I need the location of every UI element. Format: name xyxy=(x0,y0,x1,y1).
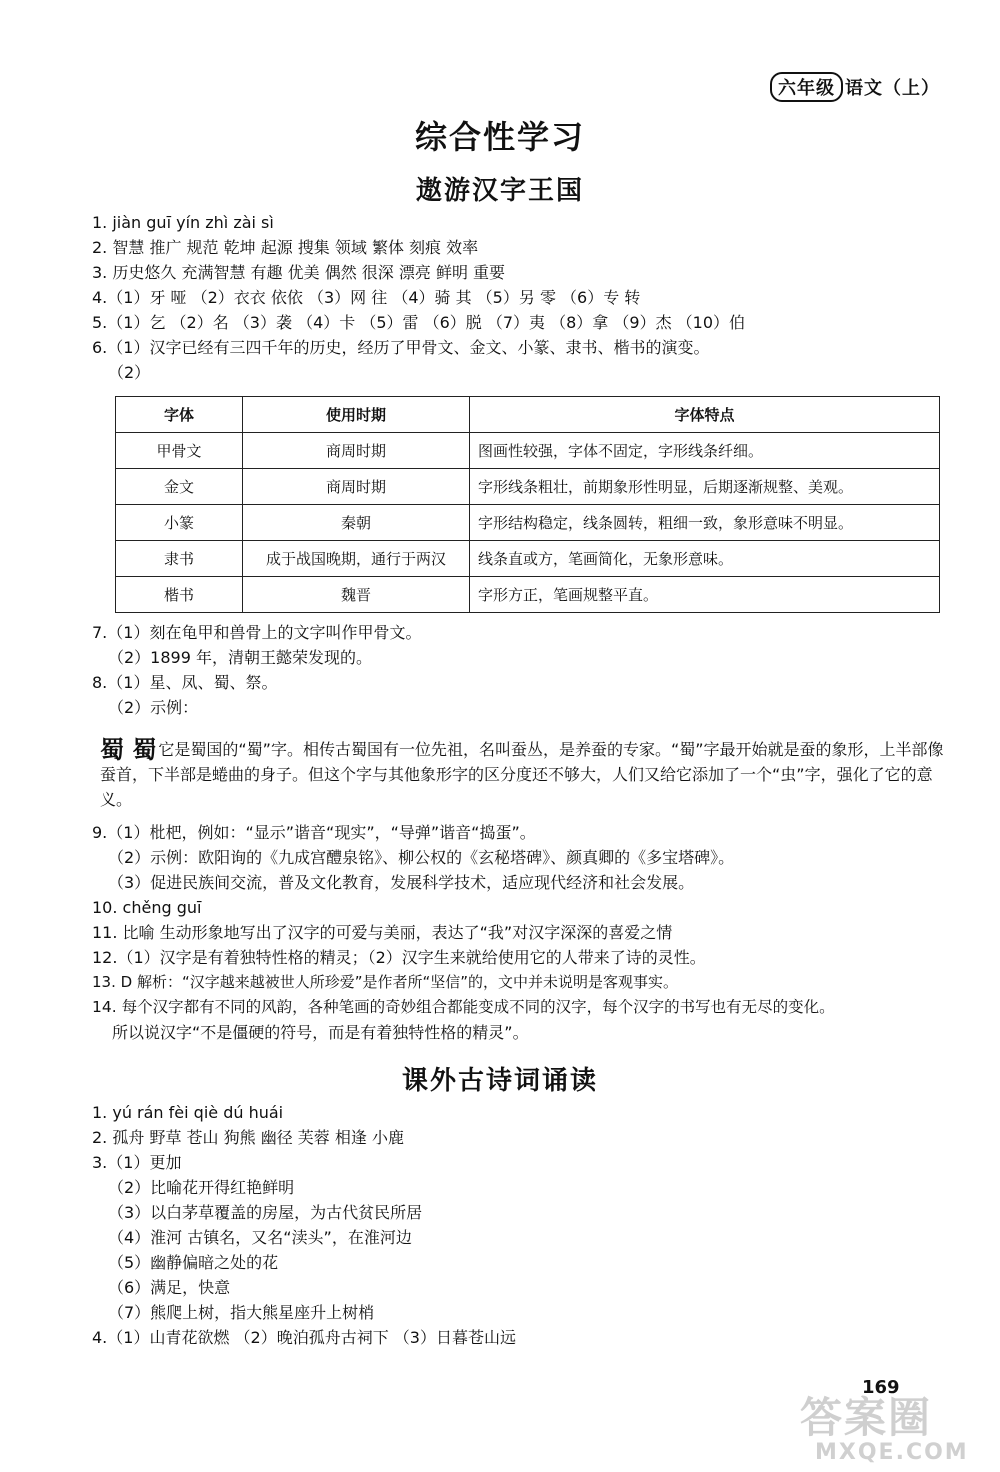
table-cell: 线条直或方，笔画简化，无象形意味。 xyxy=(470,541,940,577)
answer-line: 6.（1）汉字已经有三四千年的历史，经历了甲骨文、金文、小篆、隶书、楷书的演变。 xyxy=(92,338,710,357)
answer-line: （2）示例： xyxy=(108,698,199,717)
table-row xyxy=(116,433,940,469)
answer-line: 11. 比喻 生动形象地写出了汉字的可爱与美丽，表达了“我”对汉字深深的喜爱之情 xyxy=(92,923,673,942)
answer-line: （3）以白茅草覆盖的房屋，为古代贫民所居 xyxy=(108,1203,423,1222)
answer-line: 4.（1）牙 哑 （2）衣衣 依依 （3）网 往 （4）骑 其 （5）另 零 （6）专 转 xyxy=(92,288,641,307)
table-row xyxy=(116,577,940,613)
table-row xyxy=(116,541,940,577)
table-cell: 商周时期 xyxy=(243,469,470,505)
grade-badge: 六年级 xyxy=(770,72,843,102)
table-cell: 字形线条粗壮，前期象形性明显，后期逐渐规整、美观。 xyxy=(470,469,940,505)
watermark-logo: 答案圈 xyxy=(800,1393,933,1442)
section-title-poetry: 课外古诗词诵读 xyxy=(401,1066,598,1096)
table-header-row xyxy=(116,397,940,433)
table-cell: 楷书 xyxy=(116,577,243,613)
answer-line: （4）淮河 古镇名，又名“渎头”，在淮河边 xyxy=(108,1228,412,1247)
table-cell: 魏晋 xyxy=(243,577,470,613)
table-cell: 甲骨文 xyxy=(116,433,243,469)
table-label: （2） xyxy=(108,363,151,382)
answer-line: 7.（1）刻在龟甲和兽骨上的文字叫作甲骨文。 xyxy=(92,623,422,642)
answer-line: （5）幽静偏暗之处的花 xyxy=(108,1253,279,1272)
table-cell: 字形结构稳定，线条圆转，粗细一致，象形意味不明显。 xyxy=(470,505,940,541)
answer-line: 13. D 解析：“汉字越来越被世人所珍爱”是作者所“坚信”的，文中并未说明是客观事实。 xyxy=(92,973,679,991)
answer-line: 10. chěng guī xyxy=(92,898,202,917)
subject-label: 语文（上） xyxy=(845,78,940,99)
table-cell: 成于战国晚期，通行于两汉 xyxy=(243,541,470,577)
answer-line: 3. 历史悠久 充满智慧 有趣 优美 偶然 很深 漂亮 鲜明 重要 xyxy=(92,263,506,282)
page-title: 综合性学习 xyxy=(414,118,585,156)
answers-7-8 xyxy=(92,620,952,720)
answer-line: 3.（1）更加 xyxy=(92,1153,182,1172)
answer-line: （2）示例：欧阳询的《九成宫醴泉铭》、柳公权的《玄秘塔碑》、颜真卿的《多宝塔碑》。 xyxy=(108,848,735,867)
page-header xyxy=(770,72,940,102)
answer-line: （2）1899 年，清朝王懿荣发现的。 xyxy=(108,648,372,667)
example-paragraph: 它是蜀国的“蜀”字。相传古蜀国有一位先祖，名叫蚕丛，是养蚕的专家。“蜀”字最开始就是蚕的象形，上半部像蚕首，下半部是蜷曲的身子。但这个字与其他象形字的区分度还不够大，人们又给它添加了一个“虫”字，强化了它的意义。 xyxy=(100,740,944,809)
table-row xyxy=(116,469,940,505)
answer-line: 2. 智慧 推广 规范 乾坤 起源 搜集 领域 繁体 刻痕 效率 xyxy=(92,238,479,257)
answer-line: 12.（1）汉字是有着独特性格的精灵；（2）汉字生来就给使用它的人带来了诗的灵性。 xyxy=(92,948,706,967)
table-cell: 小篆 xyxy=(116,505,243,541)
answers-1-6 xyxy=(92,210,952,385)
answer-line: 9.（1）枇杷，例如：“显示”谐音“现实”，“导弹”谐音“捣蛋”。 xyxy=(92,823,536,842)
answer-line: （7）熊爬上树，指大熊星座升上树梢 xyxy=(108,1303,375,1322)
answer-line: 2. 孤舟 野草 苍山 狗熊 幽径 芙蓉 相逢 小鹿 xyxy=(92,1128,404,1147)
answer-line: 1. jiàn guī yín zhì zài sì xyxy=(92,213,274,232)
answer-8-example xyxy=(100,737,945,812)
table-cell: 金文 xyxy=(116,469,243,505)
font-evolution-table xyxy=(115,396,940,613)
table-cell: 字形方正，笔画规整平直。 xyxy=(470,577,940,613)
watermark-url: MXQE.COM xyxy=(815,1440,969,1465)
answers-poetry xyxy=(92,1100,952,1350)
table-cell: 商周时期 xyxy=(243,433,470,469)
answer-line: 8.（1）星、凤、蜀、祭。 xyxy=(92,673,278,692)
table-cell: 秦朝 xyxy=(243,505,470,541)
answer-line: 4.（1）山青花欲燃 （2）晚泊孤舟古祠下 （3）日暮苍山远 xyxy=(92,1328,516,1347)
answer-line: 1. yú rán fèi qiè dú huái xyxy=(92,1103,284,1122)
table-header: 字体特点 xyxy=(470,397,940,433)
answer-line: （2）比喻花开得红艳鲜明 xyxy=(108,1178,295,1197)
seal-script-glyphs: 蜀 蜀 xyxy=(100,735,157,764)
answer-line: 5.（1）乞 （2）名 （3）袭 （4）卡 （5）雷 （6）脱 （7）夷 （8）拿 （9）杰 （10）伯 xyxy=(92,313,746,332)
table-cell: 隶书 xyxy=(116,541,243,577)
answer-line: （3）促进民族间交流，普及文化教育，发展科学技术，适应现代经济和社会发展。 xyxy=(108,873,695,892)
table-header: 使用时期 xyxy=(243,397,470,433)
table-row xyxy=(116,505,940,541)
answer-line: 所以说汉字“不是僵硬的符号，而是有着独特性格的精灵”。 xyxy=(112,1023,529,1042)
table-header: 字体 xyxy=(116,397,243,433)
page-number: 169 xyxy=(862,1377,900,1398)
answer-line: （6）满足，快意 xyxy=(108,1278,231,1297)
answer-line: 14. 每个汉字都有不同的风韵，各种笔画的奇妙组合都能变成不同的汉字，每个汉字的书写也有无尽的变化。 xyxy=(92,998,835,1016)
section-title-hanzi: 遨游汉字王国 xyxy=(415,176,584,206)
table-cell: 图画性较强，字体不固定，字形线条纤细。 xyxy=(470,433,940,469)
answers-9-14 xyxy=(92,820,952,1045)
